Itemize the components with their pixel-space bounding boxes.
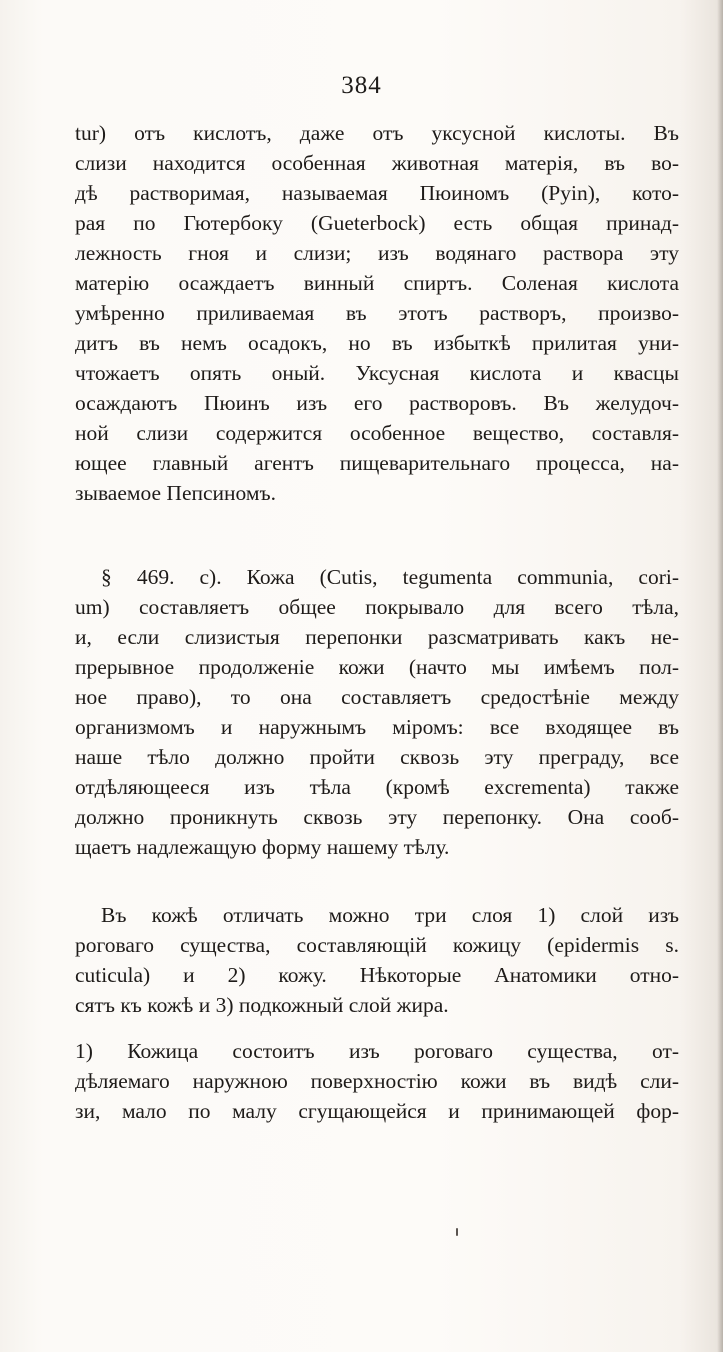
text-line: дитъ въ немъ осадокъ, но въ избыткѣ прилитая уни- [75, 331, 679, 355]
page-edge-shadow [717, 0, 723, 1352]
text-line: зи, мало по малу сгущающейся и принимающей фор- [75, 1099, 679, 1123]
text-line: щаетъ надлежащую форму нашему тѣлу. [75, 835, 450, 859]
text-line: ющее главный агентъ пищеварительнаго процесса, на- [75, 451, 679, 475]
text-line: дѣ растворимая, называемая Пюиномъ (Pyin), кото- [75, 181, 679, 205]
text-line: зываемое Пепсиномъ. [75, 481, 276, 505]
page-number: 384 [341, 72, 382, 99]
paragraph-skin-layers [75, 900, 679, 1020]
text-line: должно проникнуть сквозь эту перепонку. Она сооб- [75, 805, 679, 829]
ink-speck [456, 1228, 458, 1236]
text-line: § 469. c). Кожа (Cutis, tegumenta communia, cori- [101, 565, 679, 589]
text-line: осаждаютъ Пюинъ изъ его растворовъ. Въ желудоч- [75, 391, 679, 415]
text-line: отдѣляющееся изъ тѣла (кромѣ excrementa) также [75, 775, 679, 799]
text-line: um) составляетъ общее покрывало для всего тѣла, [75, 595, 679, 619]
text-line: сятъ къ кожѣ и 3) подкожный слой жира. [75, 993, 449, 1017]
text-line: умѣренно приливаемая въ этотъ растворъ, произво- [75, 301, 679, 325]
text-line: ное право), то она составляетъ средостѣніе между [75, 685, 679, 709]
text-line: лежность гноя и слизи; изъ водянаго раствора эту [75, 241, 679, 265]
text-line: прерывное продолженіе кожи (начто мы имѣемъ пол- [75, 655, 679, 679]
paragraph-epidermis [75, 1036, 679, 1126]
text-line: 1) Кожица состоитъ изъ роговаго существа, от- [75, 1039, 679, 1063]
paragraph-continuation [75, 118, 679, 508]
text-line: и, если слизистыя перепонки разсматривать какъ не- [75, 625, 679, 649]
text-line: ной слизи содержится особенное вещество, составля- [75, 421, 679, 445]
text-line: дѣляемаго наружною поверхностію кожи въ видѣ сли- [75, 1069, 679, 1093]
text-line: cuticula) и 2) кожу. Нѣкоторые Анатомики отно- [75, 963, 679, 987]
text-line: роговаго существа, составляющій кожицу (epidermis s. [75, 933, 679, 957]
text-line: слизи находится особенная животная матерія, въ во- [75, 151, 679, 175]
text-line: матерію осаждаетъ винный спиртъ. Соленая кислота [75, 271, 679, 295]
text-line: Въ кожѣ отличать можно три слоя 1) слой изъ [101, 903, 679, 927]
paragraph-section-469 [75, 562, 679, 862]
text-line: чтожаетъ опять оный. Уксусная кислота и квасцы [75, 361, 679, 385]
text-line: организмомъ и наружнымъ міромъ: все входящее въ [75, 715, 679, 739]
text-line: tur) отъ кислотъ, даже отъ уксусной кислоты. Въ [75, 121, 679, 145]
text-line: рая по Гютербоку (Guеterbock) есть общая принад- [75, 211, 679, 235]
text-line: наше тѣло должно пройти сквозь эту преграду, все [75, 745, 679, 769]
